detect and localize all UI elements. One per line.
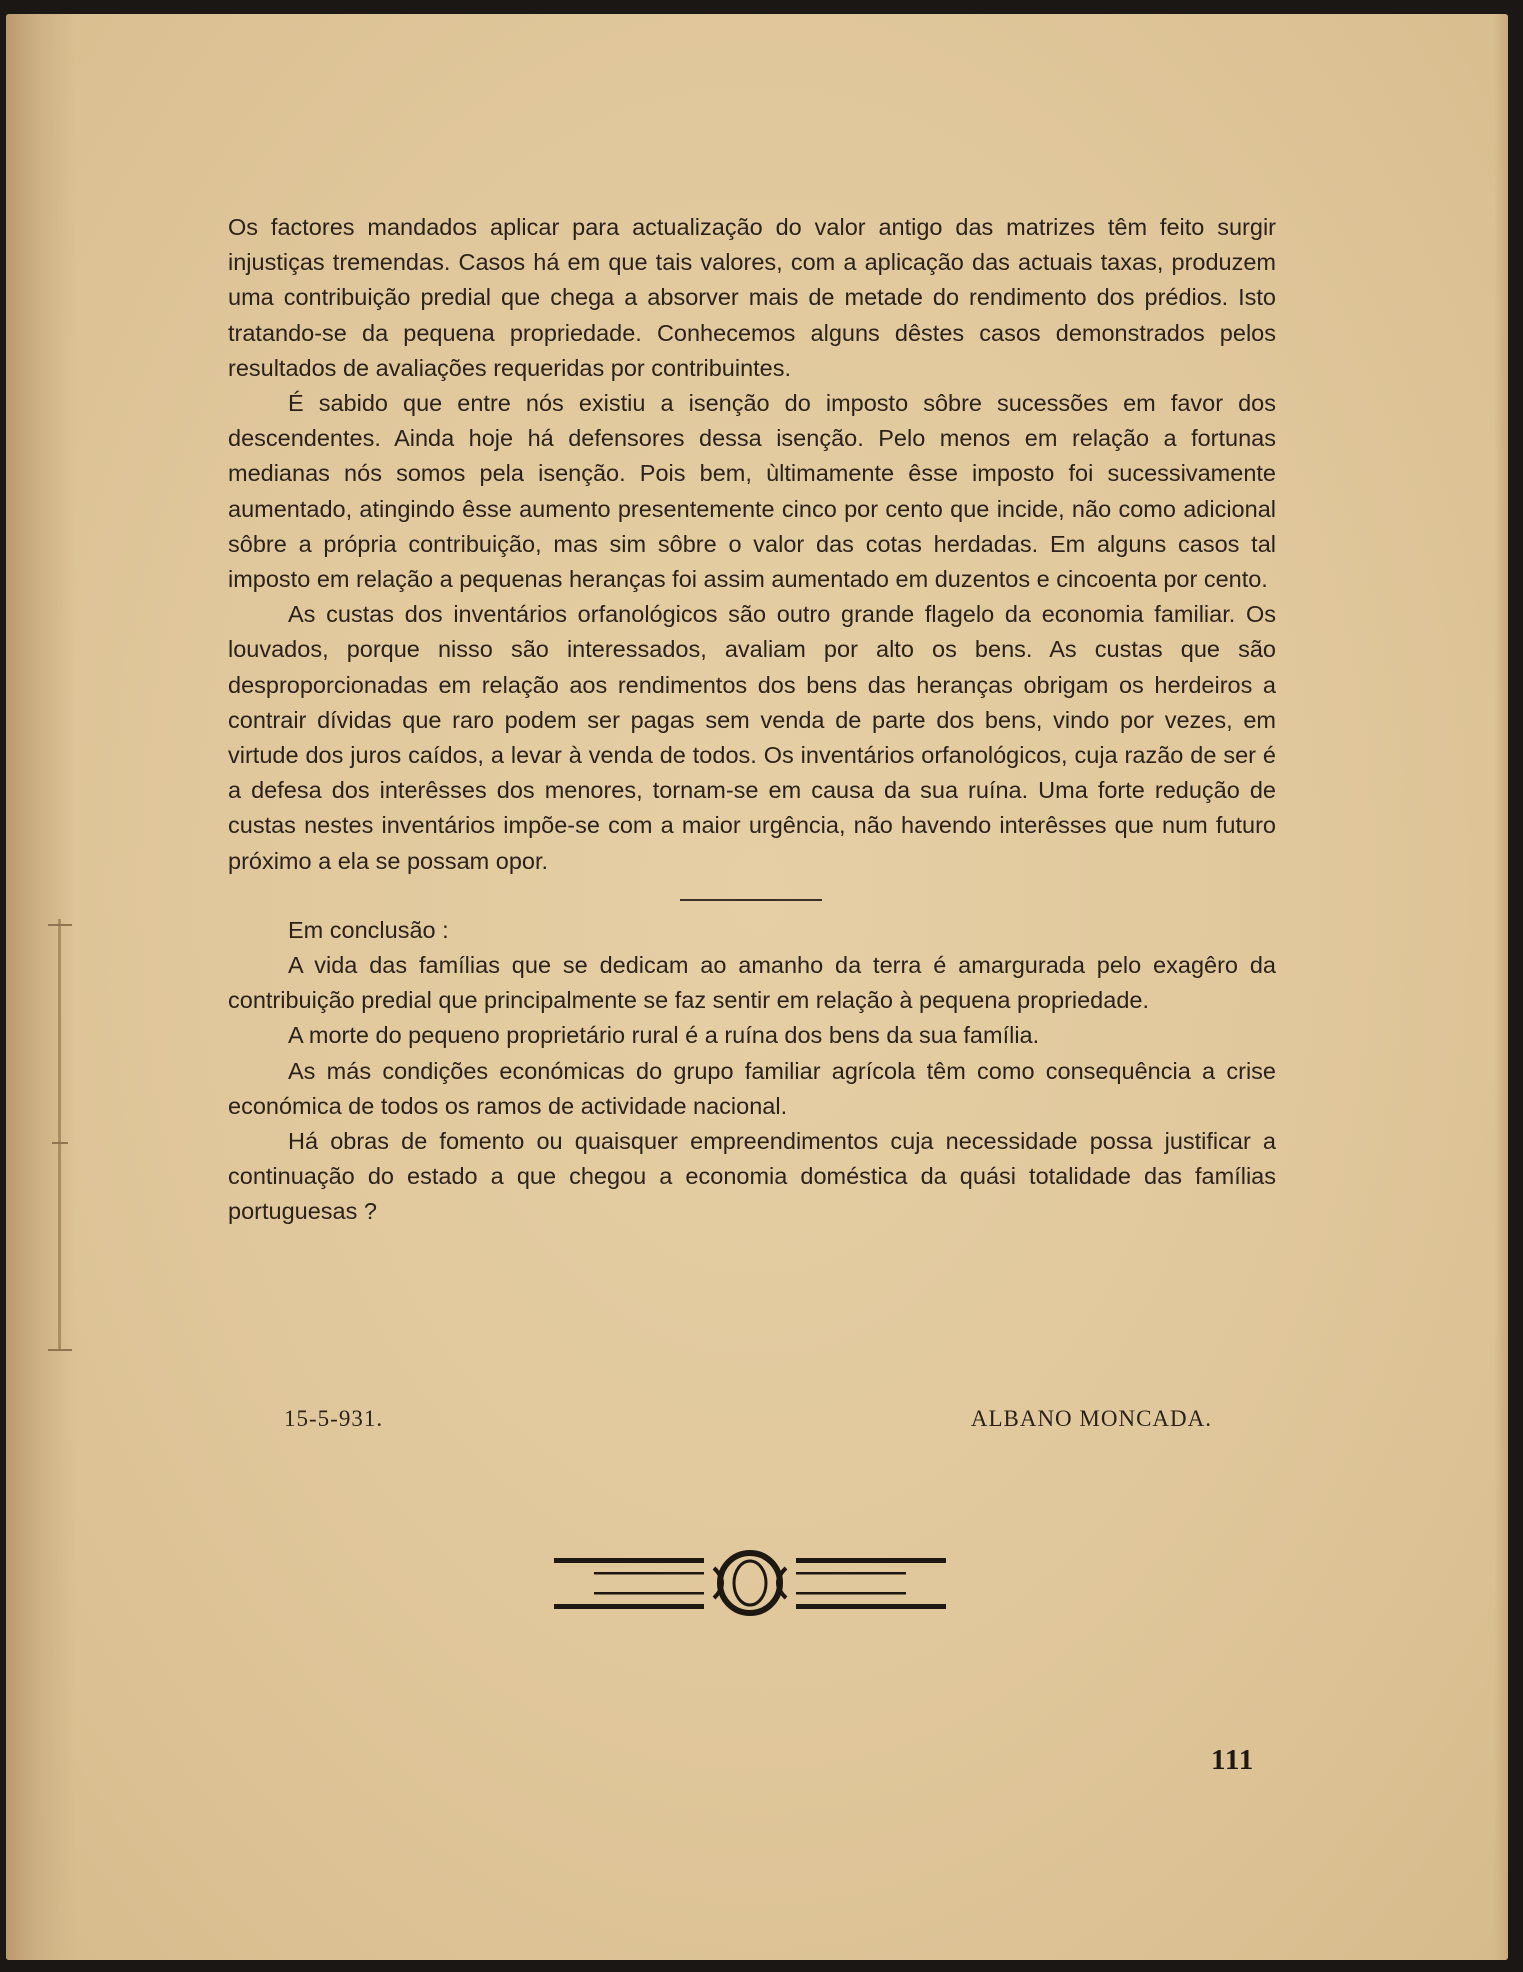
binding-stitch-mark xyxy=(48,924,72,926)
book-page xyxy=(6,14,1508,1960)
author-signature: ALBANO MONCADA. xyxy=(970,1406,1212,1431)
conclusion-paragraph: A vida das famílias que se dedicam ao amanho da terra é amargurada pelo exagêro da contribuição predial que principalmente se faz sentir em relação à pequena propriedade. xyxy=(228,952,1276,1014)
binding-stitch-mark xyxy=(48,1349,72,1351)
conclusion-paragraph: A morte do pequeno proprietário rural é a ruína dos bens da sua família. xyxy=(288,1022,1040,1049)
section-separator xyxy=(680,899,822,901)
page-edge-shadow xyxy=(1494,14,1508,1960)
body-text xyxy=(228,210,1276,1230)
conclusion-paragraph: As más condições económicas do grupo familiar agrícola têm como consequência a crise económica de todos os ramos de actividade nacional. xyxy=(228,1057,1276,1119)
binding-stitch xyxy=(58,919,61,1349)
binding-stitch-mark xyxy=(52,1142,68,1144)
conclusion-heading: Em conclusão : xyxy=(288,916,449,943)
signature-row xyxy=(284,1406,1212,1432)
paragraph: Os factores mandados aplicar para actualização do valor antigo das matrizes têm feito surgir injustiças tremendas. Casos há em que tais valores, com a aplicação das actuais taxas, produzem uma contribuição predial que chega a absorver mais de metade do rendimento dos prédios. Isto tratando-se da pequena propriedade. Conhecemos alguns dêstes casos demonstrados pelos resultados de avaliações requeridas por contribuintes. xyxy=(228,214,1276,381)
page-number: 111 xyxy=(1211,1744,1255,1776)
paragraph: As custas dos inventários orfanológicos são outro grande flagelo da economia familiar. Os louvados, porque nisso são interessados, avaliam por alto os bens. As custas que são desproporcionadas em relação aos rendimentos dos bens das heranças obrigam os herdeiros a contrair dívidas que raro podem ser pagas sem venda de parte dos bens, vindo por vezes, em virtude dos juros caídos, a levar à venda de todos. Os inventários orfanológicos, cuja razão de ser é a defesa dos interêsses dos menores, tornam-se em causa da sua ruína. Uma forte redução de custas nestes inventários impõe-se com a maior urgência, não havendo interêsses que num futuro próximo a ela se possam opor. xyxy=(228,601,1276,874)
date-line: 15-5-931. xyxy=(284,1406,384,1431)
ornamental-divider-icon xyxy=(554,1548,946,1618)
paragraph: É sabido que entre nós existiu a isenção do imposto sôbre sucessões em favor dos descendentes. Ainda hoje há defensores dessa isenção. Pelo menos em relação a fortunas medianas nós somos pela isenção. Pois bem, ùltimamente êsse imposto foi sucessivamente aumentado, atingindo êsse aumento presentemente cinco por cento que incide, não como adicional sôbre a própria contribuição, mas sim sôbre o valor das cotas herdadas. Em alguns casos tal imposto em relação a pequenas heranças foi assim aumentado em duzentos e cincoenta por cento. xyxy=(228,390,1276,593)
page-gutter xyxy=(6,14,76,1960)
conclusion-paragraph: Há obras de fomento ou quaisquer empreendimentos cuja necessidade possa justificar a continuação do estado a que chegou a economia doméstica da quási totalidade das famílias portuguesas ? xyxy=(228,1128,1276,1225)
